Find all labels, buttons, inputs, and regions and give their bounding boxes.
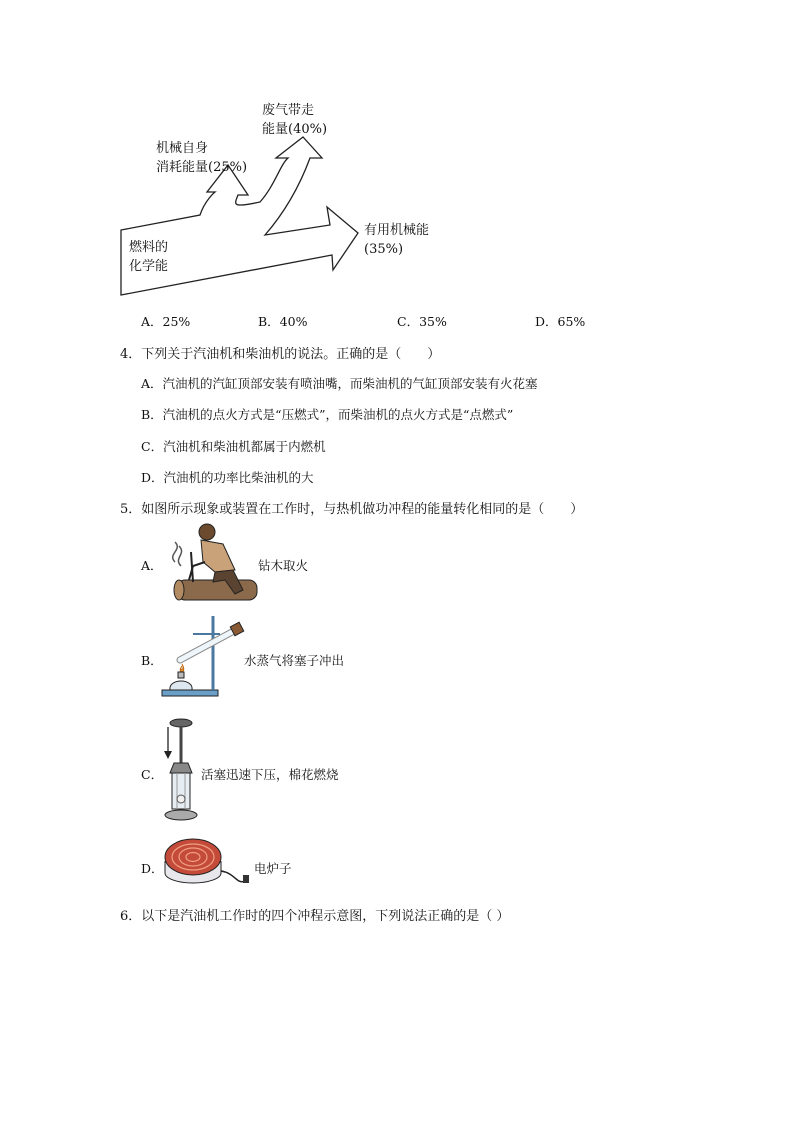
q5-option-b-caption: 水蒸气将塞子冲出 (244, 653, 345, 668)
energy-flow-diagram (0, 0, 794, 320)
label-useful-line2: (35%) (364, 242, 404, 257)
steam-test-tube-image (158, 612, 253, 702)
q3-option-c[interactable]: C．35% (397, 314, 447, 329)
q4-stem: 4．下列关于汽油机和柴油机的说法。正确的是（ ） (120, 347, 441, 362)
q4-option-c[interactable]: C．汽油机和柴油机都属于内燃机 (141, 439, 326, 454)
label-self-consumption-line1: 机械自身 (156, 141, 209, 156)
label-waste-gas-line2: 能量(40%) (262, 122, 328, 137)
q5-option-d-caption: 电炉子 (254, 861, 292, 876)
q3-option-d[interactable]: D．65% (535, 314, 586, 329)
label-useful-line1: 有用机械能 (364, 223, 430, 238)
q5-option-d-letter[interactable]: D． (141, 861, 164, 876)
q4-option-a[interactable]: A．汽油机的汽缸顶部安装有喷油嘴，而柴油机的气缸顶部安装有火花塞 (141, 376, 538, 391)
label-fuel-line2: 化学能 (129, 259, 169, 274)
label-self-consumption-line2: 消耗能量(25%) (156, 160, 248, 175)
q3-option-a[interactable]: A．25% (141, 314, 191, 329)
q5-option-c-letter[interactable]: C． (141, 767, 164, 782)
q5-option-c-caption: 活塞迅速下压，棉花燃烧 (201, 767, 339, 782)
q5-stem: 5．如图所示现象或装置在工作时，与热机做功冲程的能量转化相同的是（ ） (120, 502, 584, 517)
electric-stove-image (163, 833, 253, 893)
q5-option-a-letter[interactable]: A． (141, 558, 163, 573)
q3-option-b[interactable]: B．40% (258, 314, 308, 329)
q5-option-a-caption: 钻木取火 (258, 558, 309, 573)
label-waste-gas-line1: 废气带走 (262, 103, 315, 118)
q6-stem: 6．以下是汽油机工作时的四个冲程示意图，下列说法正确的是（ ） (120, 909, 510, 924)
q4-option-d[interactable]: D．汽油机的功率比柴油机的大 (141, 470, 314, 485)
drill-wood-fire-image (165, 522, 265, 607)
label-fuel-line1: 燃料的 (129, 240, 169, 255)
q5-option-b-letter[interactable]: B． (141, 653, 163, 668)
q4-option-b[interactable]: B．汽油机的点火方式是“压燃式”，而柴油机的点火方式是“点燃式” (141, 407, 514, 422)
